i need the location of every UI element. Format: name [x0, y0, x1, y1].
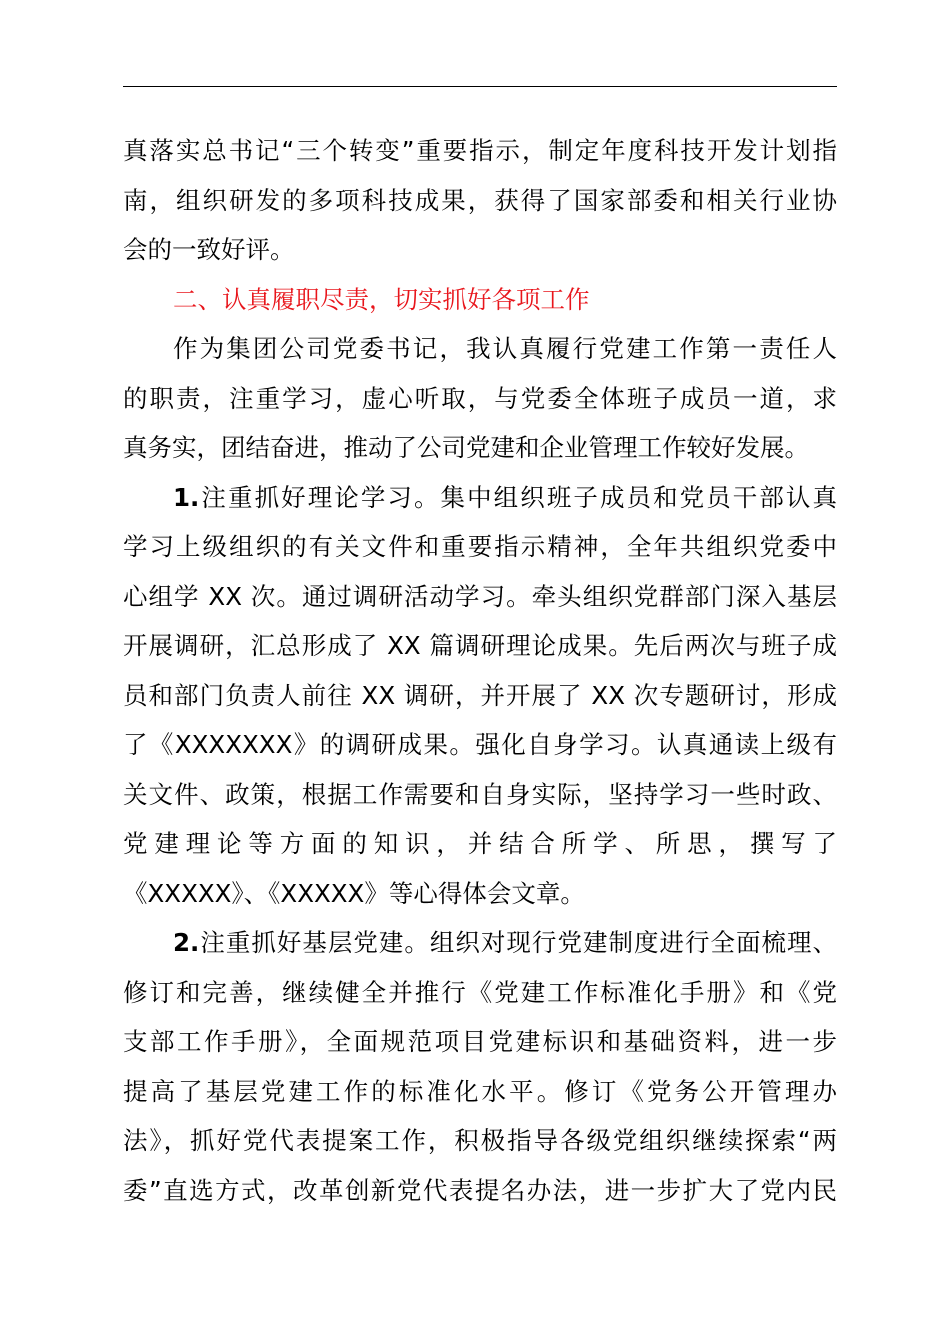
paragraph-line: 党建理论等方面的知识，并结合所学、所思，撰写了 — [123, 829, 837, 858]
paragraph-line: 支部工作手册》，全面规范项目党建标识和基础资料，进一步 — [123, 1027, 837, 1056]
paragraph-line: 《XXXXX》、《XXXXX》等心得体会文章。 — [123, 878, 585, 908]
paragraph-line: 了《XXXXXXX》的调研成果。强化自身学习。认真通读上级有 — [123, 730, 837, 759]
paragraph-line: 关文件、政策，根据工作需要和自身实际，坚持学习一些时政、 — [123, 779, 837, 809]
paragraph-line: 提高了基层党建工作的标准化水平。修订《党务公开管理办 — [123, 1076, 837, 1106]
paragraph-line: 员和部门负责人前往 XX 调研，并开展了 XX 次专题研讨，形成 — [123, 680, 837, 710]
document-body — [123, 126, 837, 1215]
numbered-item-line — [123, 918, 837, 968]
item-text: 注重抓好基层党建。组织对现行党建制度进行全面梳理、 — [199, 928, 837, 957]
paragraph-line: 修订和完善，继续健全并推行《党建工作标准化手册》和《党 — [123, 977, 837, 1007]
paragraph-line: 真务实，团结奋进，推动了公司党建和企业管理工作较好发展。 — [123, 433, 809, 462]
paragraph-line: 南，组织研发的多项科技成果，获得了国家部委和相关行业协 — [123, 185, 837, 215]
section-heading: 二、认真履职尽责，切实抓好各项工作 — [173, 284, 590, 314]
paragraph-line: 的职责，注重学习，虚心听取，与党委全体班子成员一道，求 — [123, 383, 837, 413]
paragraph-line: 法》，抓好党代表提案工作，积极指导各级党组织继续探索“两 — [123, 1126, 837, 1155]
header-rule — [123, 86, 837, 87]
paragraph-line: 学习上级组织的有关文件和重要指示精神，全年共组织党委中 — [123, 532, 837, 561]
paragraph-line: 作为集团公司党委书记，我认真履行党建工作第一责任人 — [173, 334, 837, 363]
item-text: 注重抓好理论学习。集中组织班子成员和党员干部认真 — [199, 482, 837, 512]
paragraph-line: 会的一致好评。 — [123, 235, 295, 264]
numbered-item-line — [123, 473, 837, 523]
paragraph-line: 开展调研，汇总形成了 XX 篇调研理论成果。先后两次与班子成 — [123, 631, 837, 660]
paragraph-line: 心组学 XX 次。通过调研活动学习。牵头组织党群部门深入基层 — [123, 581, 837, 611]
item-number: 2. — [173, 928, 200, 957]
item-number: 1. — [173, 482, 200, 512]
paragraph-line: 委”直选方式，改革创新党代表提名办法，进一步扩大了党内民 — [123, 1175, 837, 1205]
paragraph-line: 真落实总书记“三个转变”重要指示，制定年度科技开发计划指 — [123, 136, 837, 165]
